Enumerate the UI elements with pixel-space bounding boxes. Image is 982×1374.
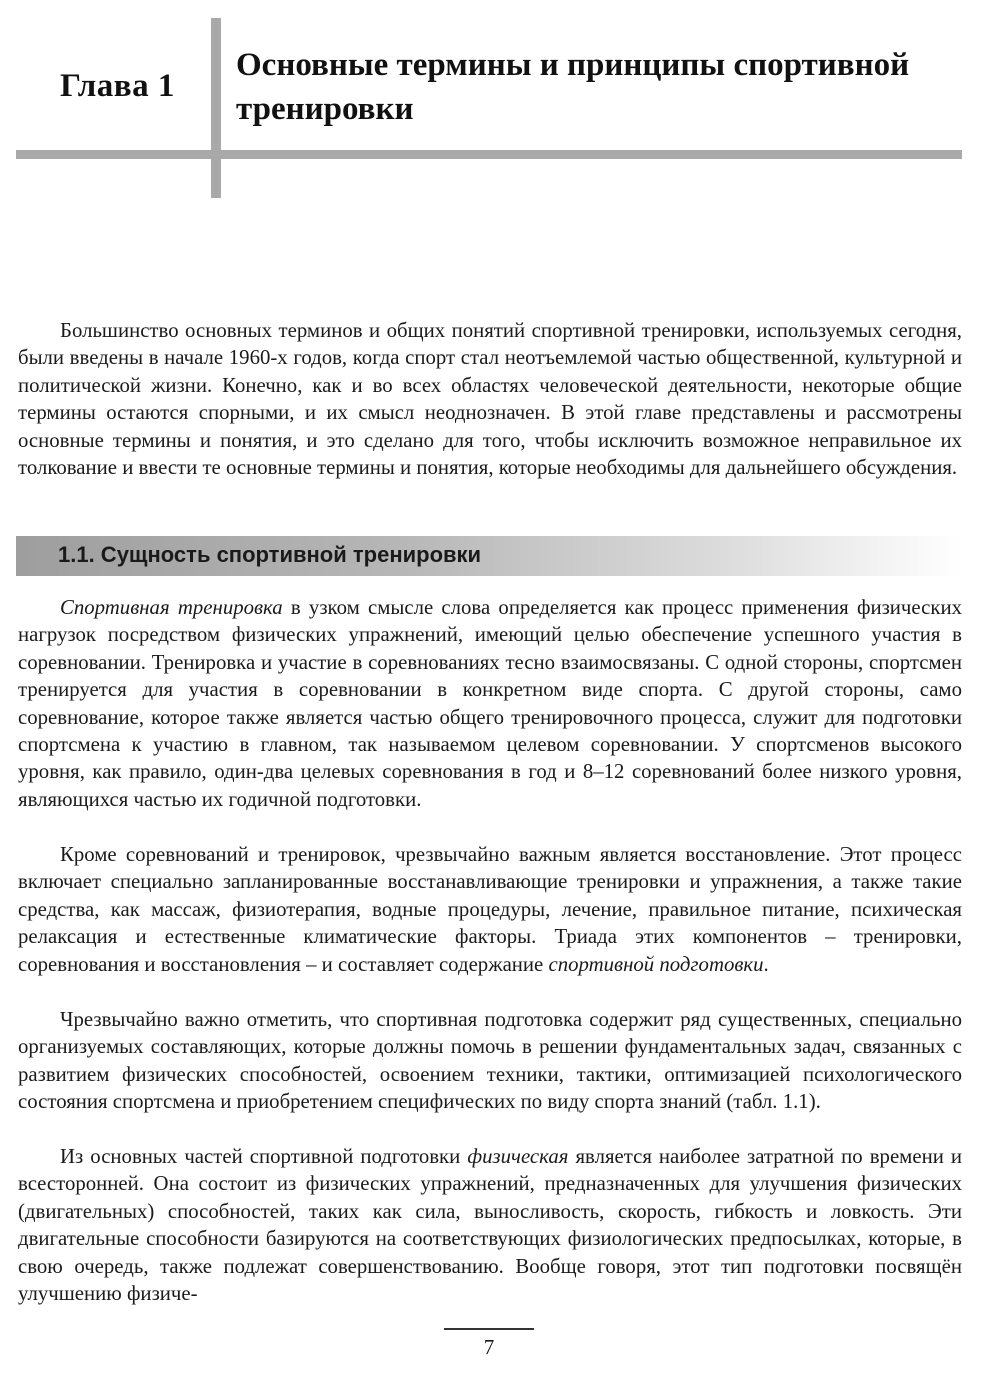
term-sport-training: Спортивная тренировка [60,596,283,619]
body-paragraph-1 [18,594,962,813]
body-paragraph-3: Чрезвычайно важно отметить, что спортивная подготовка содержит ряд существенных, специально организуемых составляющих, которые должны помочь в решении фундаментальных задач, связанных с развитием физических способностей, освоением техники, тактики, оптимизацией психологического состояния спортсмена и приобретением специфических по виду спорта знаний (табл. 1.1). [18,1008,962,1114]
paragraph-4-text: является наиболее затратной по времени и всесторонней. Она состоит из физических упражнений, предназначенных для улучшения физических (двигательных) способностей, таких как сила, выносливость, скорость, гибкость и ловкость. Эти двигательные способности базируются на соответствующих физиологических предпосылках, которые, в свою очередь, также подлежат совершенствованию. Вообще говоря, этот тип подготовки посвящён улучшению физиче- [18,1145,962,1306]
page-number: 7 [483,1335,495,1359]
chapter-label: Глава 1 [60,68,175,104]
section-heading-bar [16,536,962,576]
term-physical: физическая [467,1145,569,1168]
paragraph-2-text: Кроме соревнований и тренировок, чрезвычайно важным является восстановление. Этот процесс включает специально запланированные восстанавливающие тренировки и упражнения, а также такие средства, как массаж, физиотерапия, водные процедуры, лечение, правильное питание, психическая релаксация и естественные климатические факторы. Триада этих компонентов – тренировки, соревнования и восстановления – и составляет содержание [18,843,962,976]
paragraph-2-end: . [763,952,769,976]
chapter-vertical-rule [211,18,221,198]
body-paragraph-4 [18,1143,962,1308]
paragraph-1-text: в узком смысле слова определяется как процесс применения физических нагрузок посредством физических упражнений, имеющий целью обеспечение успешного участия в соревновании. Тренировка и участие в соревнованиях тесно взаимосвязаны. С одной стороны, спортсмен тренируется для участия в соревновании в конкретном виде спорта. С другой стороны, само соревнование, которое также является частью общего тренировочного процесса, служит для подготовки спортсмена к участию в главном, так называемом целевом соревновании. У спортсменов высокого уровня, как правило, один-два целевых соревнования в год и 8–12 соревнований более низкого уровня, являющихся частью их годичной подготовки. [18,596,962,811]
intro-paragraph: Большинство основных терминов и общих понятий спортивной тренировки, используемых сегодня, были введены в начале 1960-х годов, когда спорт стал неотъемлемой частью общественной, культурной и политической жизни. Конечно, как и во всех областях человеческой деятельности, некоторые общие термины остаются спорными, и их смысл неоднозначен. В этой главе представлены и рассмотрены основные термины и понятия, и это сделано для того, чтобы исключить возможное неправильное их толкование и ввести те основные термины и понятия, которые необходимы для дальнейшего обсуждения. [18,319,962,480]
body-paragraph-2 [18,841,962,978]
chapter-title: Основные термины и принципы спортивной тренировки [236,47,910,127]
section-title: 1.1. Сущность спортивной тренировки [58,542,482,567]
footer-rule [444,1328,534,1330]
paragraph-4-start: Из основных частей спортивной подготовки [60,1145,468,1168]
term-sport-preparation: спортивной подготовки [548,952,764,976]
chapter-horizontal-rule [16,150,962,159]
